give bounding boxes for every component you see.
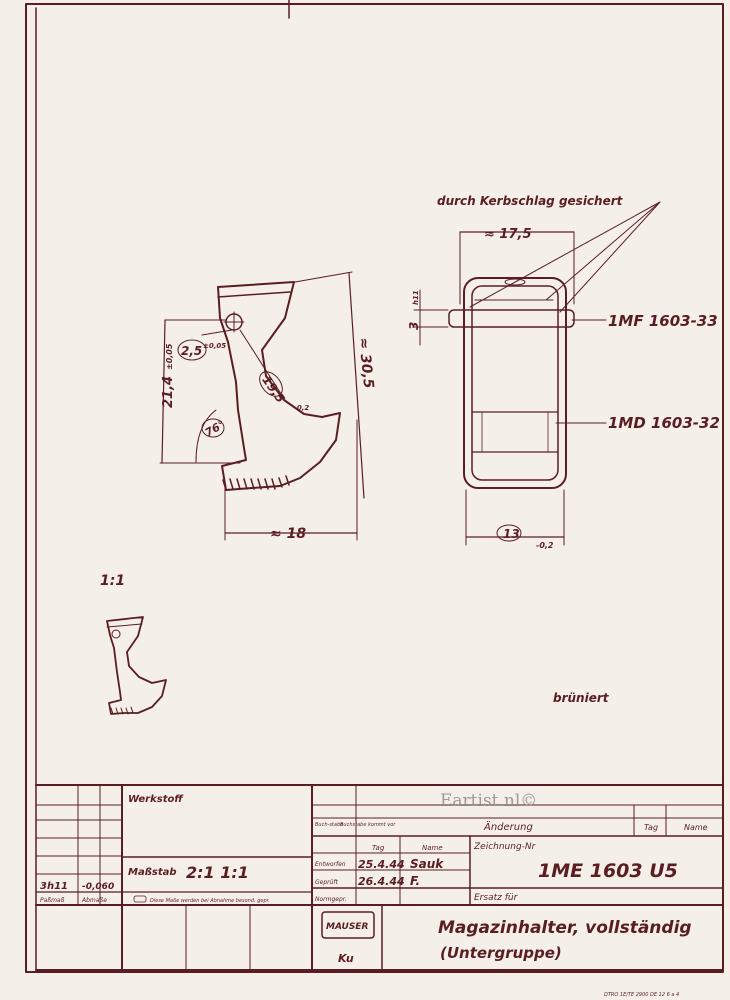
entworfen-label: Entworfen bbox=[315, 861, 346, 868]
dim-13: 13 bbox=[503, 527, 520, 541]
abmasse-label: Abmaße bbox=[82, 897, 107, 904]
buchstabe-kommt-label: Buchstabe kommt vor bbox=[340, 822, 396, 828]
geprueft-label: Geprüft bbox=[315, 879, 338, 886]
geprueft-name: F. bbox=[410, 874, 421, 888]
dim-76-deg: 76° bbox=[202, 417, 228, 440]
watermark: Eartist.nl© bbox=[440, 791, 538, 811]
normgepr-label: Normgepr. bbox=[315, 896, 347, 903]
aenderung-label: Änderung bbox=[484, 822, 533, 833]
part-1mf-1603-33: 1MF 1603-33 bbox=[608, 312, 718, 330]
mauser-logo: MAUSER bbox=[326, 922, 369, 932]
fit-value: 3h11 bbox=[40, 881, 68, 892]
massstab-value: 2:1 1:1 bbox=[186, 863, 249, 882]
dim-2-5-tol: ±0,05 bbox=[203, 342, 227, 350]
front-view bbox=[414, 202, 660, 545]
dim-21-4: 21,4 bbox=[161, 375, 176, 408]
finish-note: brüniert bbox=[553, 691, 609, 705]
side-view-2to1 bbox=[160, 272, 364, 540]
fit-deviation: -0,060 bbox=[82, 882, 115, 892]
entworfen-name: Sauk bbox=[410, 857, 444, 871]
dim-19-5: 19,5 bbox=[259, 373, 288, 406]
title-line-1: Magazinhalter, vollständig bbox=[438, 918, 692, 938]
small-view-1to1 bbox=[107, 617, 166, 714]
zeichnung-label: Zeichnung-Nr bbox=[474, 842, 536, 852]
massstab-label: Maßstab bbox=[128, 867, 177, 878]
dim-18: ≈ 18 bbox=[270, 526, 307, 542]
werkstoff-label: Werkstoff bbox=[128, 794, 183, 805]
name-label: Name bbox=[422, 844, 443, 852]
dim-2-5: 2,5 bbox=[181, 344, 203, 358]
note-kerbschlag: durch Kerbschlag gesichert bbox=[437, 194, 623, 208]
passmass-label: Paßmaß bbox=[40, 897, 65, 904]
entworfen-date: 25.4.44 bbox=[358, 858, 405, 871]
scale-label-1to1: 1:1 bbox=[100, 573, 126, 589]
signature-initials: Ku bbox=[338, 952, 354, 965]
part-1md-1603-32: 1MD 1603-32 bbox=[608, 414, 720, 432]
dim-3: 3 bbox=[407, 321, 421, 330]
dim-13-tol: -0,2 bbox=[536, 541, 554, 550]
name-label-2: Name bbox=[684, 823, 708, 832]
title-line-2: (Untergruppe) bbox=[440, 944, 562, 962]
tag-label-2: Tag bbox=[644, 823, 659, 832]
zeichnung-nr: 1ME 1603 U5 bbox=[538, 860, 678, 882]
geprueft-date: 26.4.44 bbox=[358, 875, 405, 888]
dim-17-5: ≈ 17,5 bbox=[484, 227, 532, 242]
tag-label: Tag bbox=[372, 844, 385, 852]
ersatz-label: Ersatz für bbox=[474, 893, 518, 903]
footer-print: DTRO 1E/TE 2900 DE 12 6 a 4 bbox=[604, 992, 680, 998]
buchstabe-label: Buch-stabe bbox=[315, 822, 344, 828]
dim-30-5: ≈ 30,5 bbox=[355, 336, 377, 390]
note-small: Diese Maße werden bei Abnahme besond. gepr. bbox=[150, 898, 270, 904]
dim-19-5-tol: -0,2 bbox=[294, 404, 310, 412]
dim-21-4-tol: ±0,05 bbox=[165, 343, 174, 370]
dim-3-tol: h11 bbox=[412, 290, 420, 305]
